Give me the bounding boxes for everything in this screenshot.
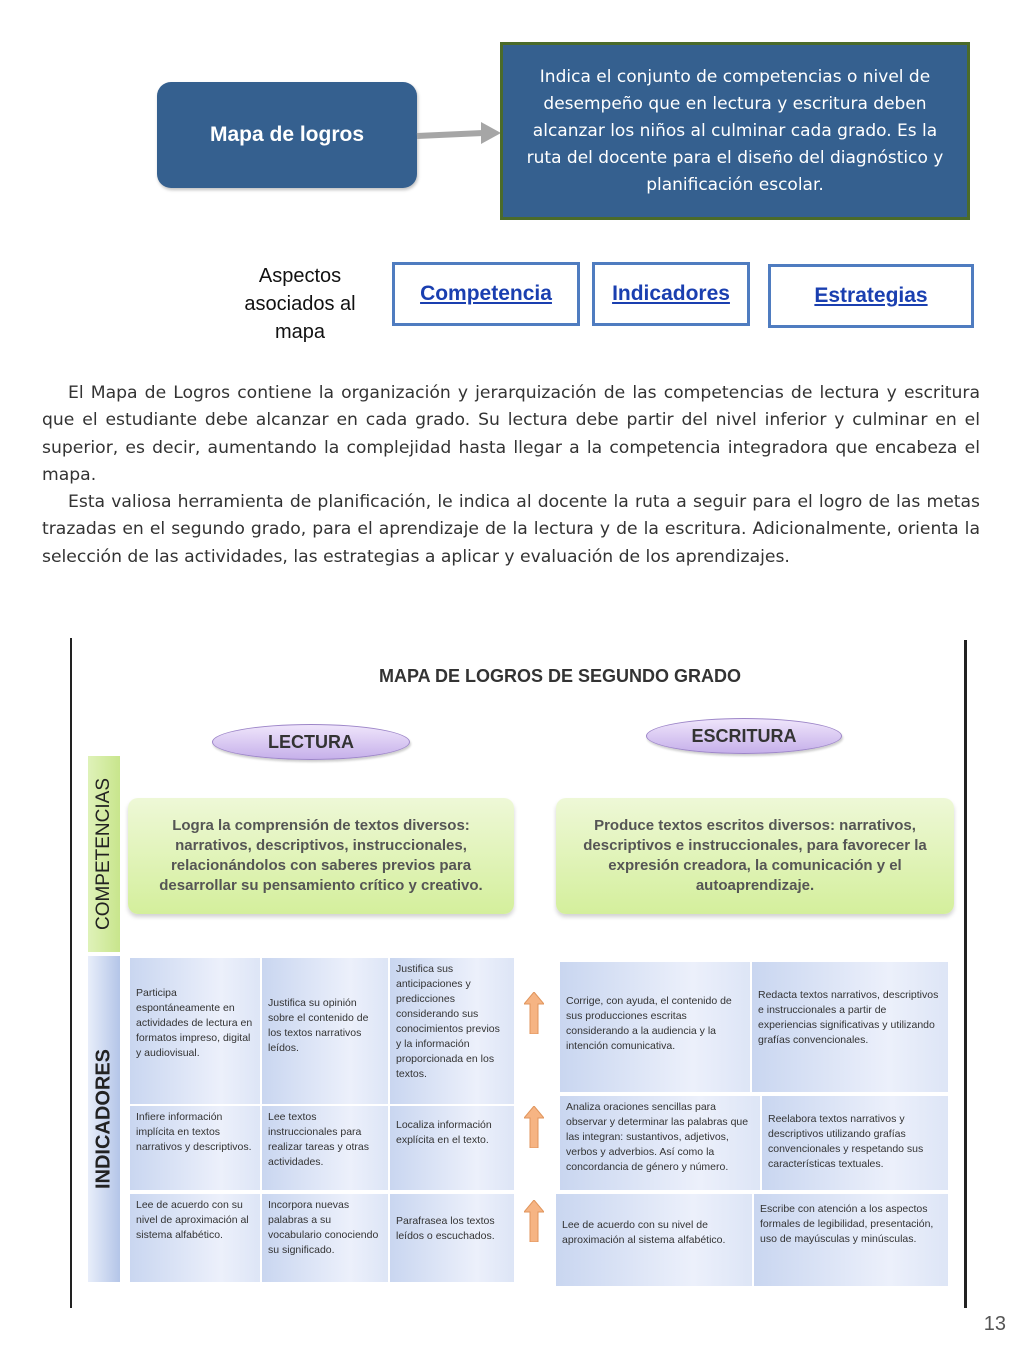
estrategias-link-box[interactable] [768,264,974,328]
competencia-link[interactable]: Competencia [420,282,552,305]
competencias-side-bar [88,756,120,952]
description-text: Indica el conjunto de competencias o nivel de desempeño que en lectura y escritura deben alcanzar los niños al culminar cada grado. Es la ruta del docente para el diseño del diagnóstico y planificación escolar. [526,66,944,195]
indicadores-link-box[interactable] [592,262,750,326]
lectura-indicador: Infiere información implícita en textos narrativos y descriptivos. [130,1106,260,1190]
indicadores-link[interactable]: Indicadores [612,282,730,305]
arrow-up-icon [524,1106,544,1148]
figure-right-border [964,640,967,1308]
escritura-indicador: Escribe con atención a los aspectos formales de legibilidad, presentación, uso de mayúsculas y minúsculas. [754,1194,948,1286]
lectura-indicador: Participa espontáneamente en actividades de lectura en formatos impreso, digital y audiovisual. [130,958,260,1104]
aspectos-label: Aspectos asociados al mapa [244,265,356,343]
lectura-indicador: Lee de acuerdo con su nivel de aproximación al sistema alfabético. [130,1194,260,1282]
escritura-indicador: Redacta textos narrativos, descriptivos e instruccionales a partir de experiencias significativas y utilizando grafías convencionales. [752,962,948,1092]
estrategias-link[interactable]: Estrategias [814,284,928,307]
competencia-link-box[interactable] [392,262,580,326]
map-title: MAPA DE LOGROS DE SEGUNDO GRADO [378,666,742,686]
escritura-competencia-text: Produce textos escritos diversos: narrativos, descriptivos e instruccionales, para favorecer la expresión creadora, la comunicación y el autoaprendizaje. [583,817,927,894]
indicadores-label: INDICADORES [92,1048,115,1190]
escritura-competencia-box [556,798,954,914]
mapa-de-logros-label: Mapa de logros [209,123,365,146]
lectura-indicador: Incorpora nuevas palabras a su vocabulario conociendo su significado. [262,1194,388,1282]
escritura-indicador: Corrige, con ayuda, el contenido de sus producciones escritas considerando a la audiencia y la intención comunicativa. [560,962,750,1092]
lectura-indicador: Justifica su opinión sobre el contenido de los textos narrativos leídos. [262,958,388,1104]
lectura-indicador: Lee textos instruccionales para realizar tareas y otras actividades. [262,1106,388,1190]
paragraph-1: El Mapa de Logros contiene la organización y jerarquización de las competencias de lectura y escritura que el estudiante debe alcanzar en cada grado. Su lectura debe partir del nivel inferior y culminar en el superior, es decir, aumentando la complejidad hasta llegar a la competencia integradora que encabeza el mapa. [42,383,980,485]
figure-left-border [70,638,72,1308]
lectura-label: LECTURA [268,731,354,752]
lectura-indicador: Parafrasea los textos leídos o escuchados. [390,1194,514,1282]
lectura-competencia-text: Logra la comprensión de textos diversos: narrativos, descriptivos, instruccionales, relacionándolos con saberes previos para desarrollar su pensamiento crítico y creativo. [159,817,483,894]
arrow-up-icon [524,1200,544,1242]
arrow-right-icon [415,118,503,152]
lectura-oval [212,724,410,760]
lectura-indicador: Justifica sus anticipaciones y predicciones considerando sus conocimientos previos y la información proporcionada en los textos. [390,958,514,1104]
escritura-oval [646,718,842,754]
escritura-label: ESCRITURA [691,725,797,746]
page-number: 13 [983,1313,1006,1335]
description-box [500,42,970,220]
indicadores-side-bar [88,956,120,1282]
competencias-label: COMPETENCIAS [93,777,114,931]
mapa-de-logros-box [157,82,417,188]
arrow-up-icon [524,992,544,1034]
escritura-indicador: Lee de acuerdo con su nivel de aproximación al sistema alfabético. [556,1194,752,1286]
lectura-competencia-box [128,798,514,914]
escritura-indicador: Analiza oraciones sencillas para observar y determinar las palabras que las integran: sustantivos, adjetivos, verbos y adverbios. Así como la concordancia de género y número. [560,1096,760,1190]
escritura-indicador: Reelabora textos narrativos y descriptivos utilizando grafías convencionales y respetando sus características textuales. [762,1096,948,1190]
paragraph-2: Esta valiosa herramienta de planificación, le indica al docente la ruta a seguir para el logro de las metas trazadas en el segundo grado, para el aprendizaje de la lectura y de la escritura. Adicionalmente, orienta la selección de las actividades, las estrategias a aplicar y evaluación de los aprendizajes. [42,492,980,567]
lectura-indicador: Localiza información explícita en el texto. [390,1106,514,1190]
body-text [42,380,980,571]
